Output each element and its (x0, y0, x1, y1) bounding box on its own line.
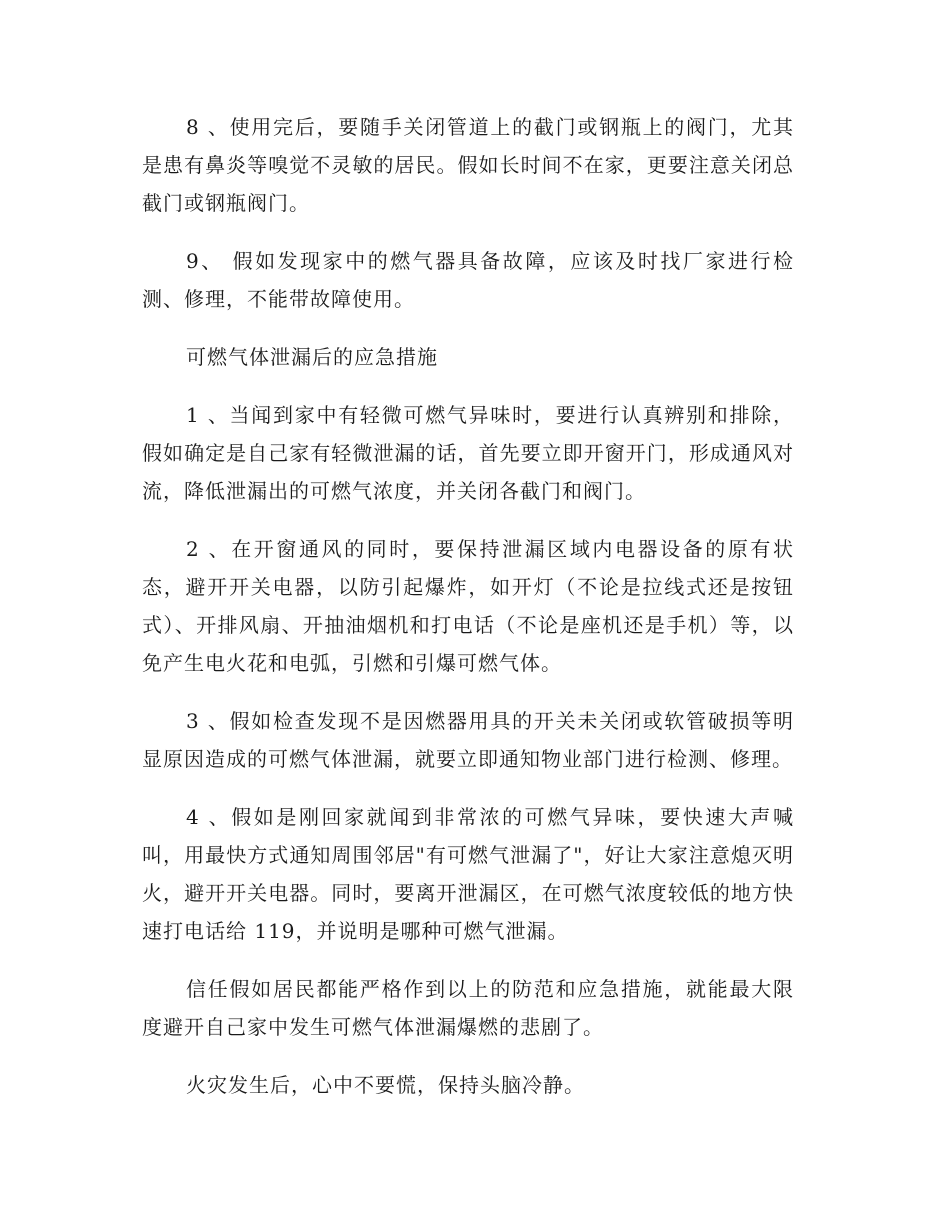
paragraph-fire-advice: 火灾发生后，心中不要慌，保持头脑冷静。 (186, 1073, 585, 1097)
paragraph-emergency-2: 2 、在开窗通风的同时，要保持泄漏区域内电器设备的原有状态，避开开关电器，以防引起爆炸，如开灯（不论是拉线式还是按钮式）、开排风扇、开抽油烟机和打电话（不论是座机还是手机）等，以免产生电火花和电弧，引燃和引爆可燃气体。 (142, 537, 794, 675)
document-page (142, 108, 794, 1124)
section-heading: 可燃气体泄漏后的应急措施 (186, 345, 438, 369)
paragraph-emergency-4: 4 、假如是刚回家就闻到非常浓的可燃气异味，要快速大声喊叫，用最快方式通知周围邻居"有可燃气泄漏了"，好让大家注意熄灭明火，避开开关电器。同时，要离开泄漏区，在可燃气浓度较低的地方快速打电话给 119，并说明是哪种可燃气泄漏。 (142, 805, 794, 943)
paragraph-item-9: 9、 假如发现家中的燃气器具备故障，应该及时找厂家进行检测、修理，不能带故障使用。 (142, 249, 794, 311)
paragraph-emergency-3: 3 、假如检查发现不是因燃器用具的开关未关闭或软管破损等明显原因造成的可燃气体泄漏，就要立即通知物业部门进行检测、修理。 (142, 709, 794, 771)
paragraph-conclusion: 信任假如居民都能严格作到以上的防范和应急措施，就能最大限度避开自己家中发生可燃气体泄漏爆燃的悲剧了。 (142, 977, 794, 1039)
paragraph-item-8: 8 、使用完后，要随手关闭管道上的截门或钢瓶上的阀门，尤其是患有鼻炎等嗅觉不灵敏的居民。假如长时间不在家，更要注意关闭总截门或钢瓶阀门。 (142, 115, 794, 215)
paragraph-emergency-1: 1 、当闻到家中有轻微可燃气异味时，要进行认真辨别和排除，假如确定是自己家有轻微泄漏的话，首先要立即开窗开门，形成通风对流，降低泄漏出的可燃气浓度，并关闭各截门和阀门。 (142, 403, 794, 503)
